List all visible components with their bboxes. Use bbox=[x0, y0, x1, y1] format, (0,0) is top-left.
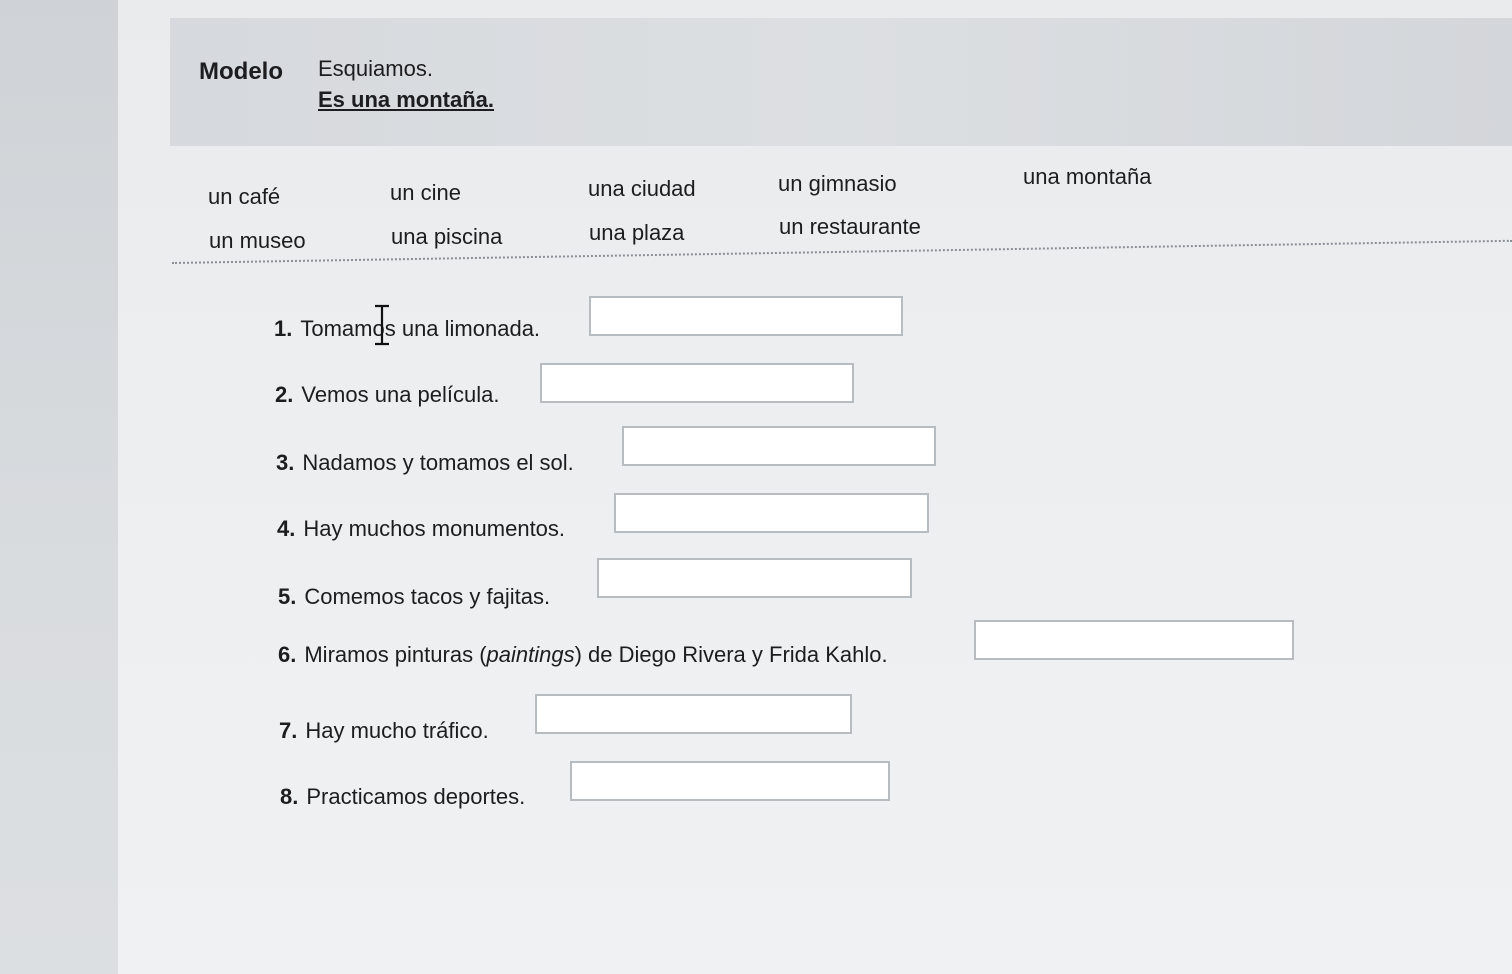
word-bank-item: una piscina bbox=[391, 224, 503, 249]
question-7 bbox=[279, 718, 489, 744]
question-3 bbox=[276, 450, 574, 476]
answer-input-5[interactable] bbox=[597, 558, 912, 598]
question-number: 4. bbox=[277, 516, 296, 541]
question-number: 8. bbox=[280, 784, 299, 809]
model-question: Esquiamos. bbox=[318, 56, 433, 81]
question-text: Hay muchos monumentos. bbox=[303, 516, 566, 541]
question-number: 7. bbox=[279, 718, 298, 743]
question-italic-gloss: paintings bbox=[486, 642, 575, 667]
word-bank-item: un cine bbox=[390, 180, 461, 205]
question-number: 2. bbox=[275, 382, 294, 407]
word-bank-item: un restaurante bbox=[779, 214, 921, 239]
question-number: 1. bbox=[274, 316, 293, 341]
i-beam-cursor-icon bbox=[372, 304, 392, 346]
question-text-rest: ) de Diego Rivera y Frida Kahlo. bbox=[574, 642, 888, 667]
question-8 bbox=[280, 784, 525, 810]
worksheet-page bbox=[118, 0, 1512, 974]
question-text: Practicamos deportes. bbox=[306, 784, 526, 809]
question-5 bbox=[278, 584, 550, 610]
question-text: Comemos tacos y fajitas. bbox=[304, 584, 551, 609]
question-text: Hay mucho tráfico. bbox=[305, 718, 489, 743]
answer-input-7[interactable] bbox=[535, 694, 852, 734]
question-text: Miramos pinturas ( bbox=[304, 642, 487, 667]
answer-input-3[interactable] bbox=[622, 426, 936, 466]
question-number: 3. bbox=[276, 450, 295, 475]
question-6 bbox=[278, 642, 888, 668]
answer-input-2[interactable] bbox=[540, 363, 854, 403]
word-bank-item: un museo bbox=[209, 228, 306, 253]
word-bank-item: una ciudad bbox=[588, 176, 696, 201]
question-text: Vemos una película. bbox=[301, 382, 500, 407]
question-text: Nadamos y tomamos el sol. bbox=[302, 450, 574, 475]
answer-input-4[interactable] bbox=[614, 493, 929, 533]
model-label: Modelo bbox=[199, 58, 283, 85]
word-bank-item: una plaza bbox=[589, 220, 685, 245]
question-number: 5. bbox=[278, 584, 297, 609]
answer-input-6[interactable] bbox=[974, 620, 1294, 660]
left-margin-panel bbox=[0, 0, 119, 974]
word-bank-item: un gimnasio bbox=[778, 171, 897, 196]
question-4 bbox=[277, 516, 565, 542]
answer-input-8[interactable] bbox=[570, 761, 890, 801]
question-2 bbox=[275, 382, 500, 408]
question-text: Tomamos una limonada. bbox=[300, 316, 541, 341]
question-number: 6. bbox=[278, 642, 297, 667]
model-answer: Es una montaña. bbox=[318, 87, 495, 112]
model-example-box bbox=[170, 18, 1512, 146]
word-bank-item: una montaña bbox=[1023, 164, 1152, 189]
answer-input-1[interactable] bbox=[589, 296, 903, 336]
question-1 bbox=[274, 316, 540, 342]
word-bank-item: un café bbox=[208, 184, 281, 209]
